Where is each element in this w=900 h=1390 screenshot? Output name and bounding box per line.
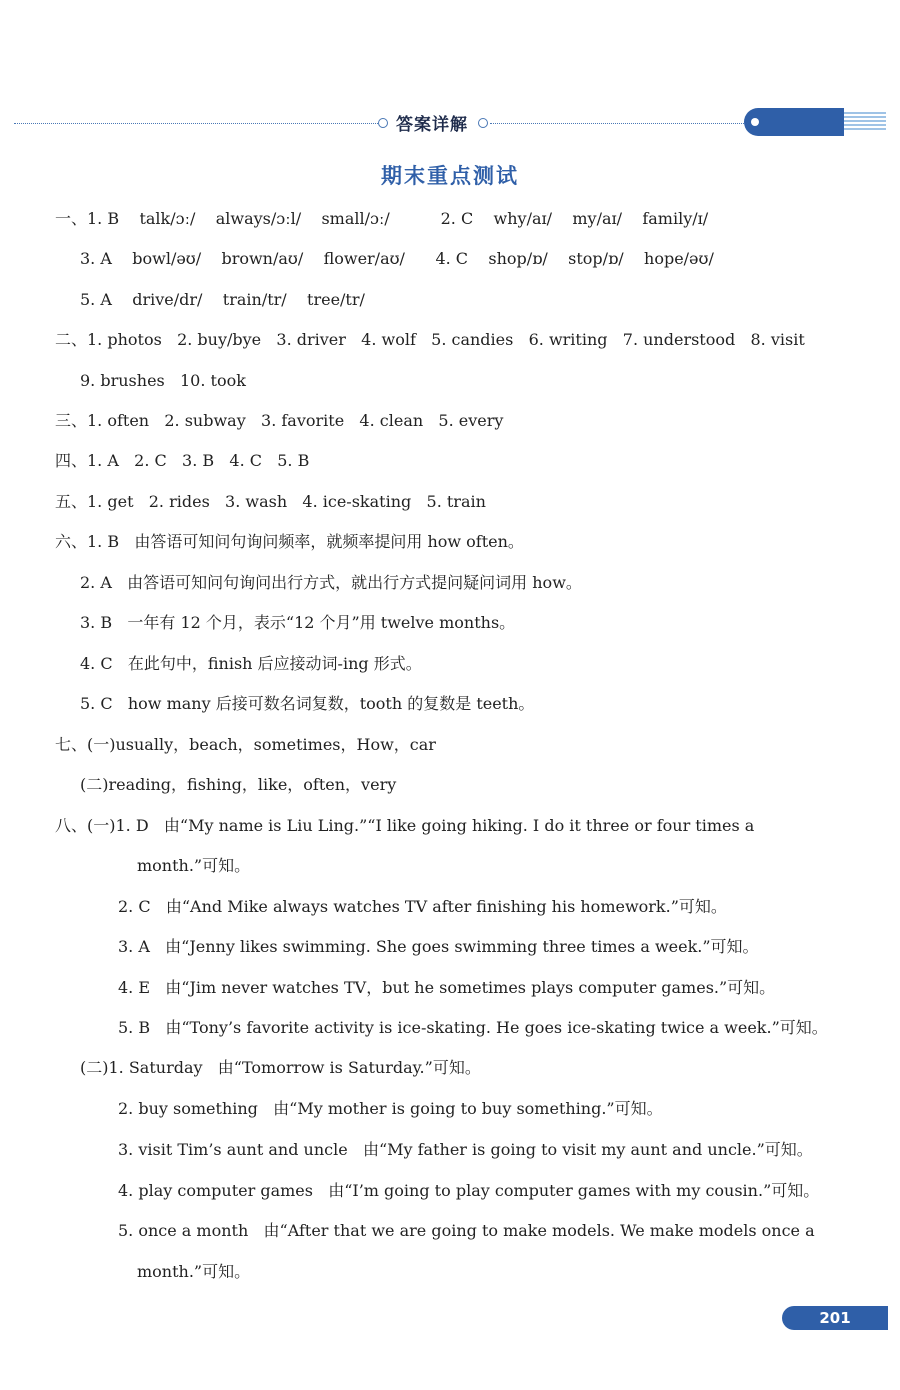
header-rule-left bbox=[14, 123, 384, 124]
answer-line: 3. A 由“Jenny likes swimming. She goes swimming three times a week.”可知。 bbox=[118, 937, 759, 956]
answer-line: month.”可知。 bbox=[137, 1262, 251, 1281]
section-header-label: 答案详解 bbox=[396, 115, 468, 135]
answer-line: 5. A drive/dr/ train/tr/ tree/tr/ bbox=[80, 290, 365, 309]
answer-line: 3. A bowl/əʊ/ brown/aʊ/ flower/aʊ/ 4. C shop/ɒ/ stop/ɒ/ hope/əʊ/ bbox=[80, 249, 714, 268]
answer-line: 5. C how many 后接可数名词复数，tooth 的复数是 teeth。 bbox=[80, 694, 535, 713]
header-stripes bbox=[844, 112, 886, 132]
header-dot-right bbox=[478, 118, 488, 128]
page-number: 201 bbox=[782, 1306, 888, 1330]
answer-line: 3. B 一年有 12 个月，表示“12 个月”用 twelve months。 bbox=[80, 613, 516, 632]
answer-line: month.”可知。 bbox=[137, 856, 251, 875]
answer-line: 2. A 由答语可知问句询问出行方式，就出行方式提问疑问词用 how。 bbox=[80, 573, 582, 592]
answer-line: 三、1. often 2. subway 3. favorite 4. clean 5. every bbox=[55, 411, 504, 430]
header-dot-left bbox=[378, 118, 388, 128]
answer-line: 3. visit Tim’s aunt and uncle 由“My father is going to visit my aunt and uncle.”可知。 bbox=[118, 1140, 813, 1159]
answer-line: (二)reading，fishing，like，often，very bbox=[80, 775, 397, 794]
answer-line: 9. brushes 10. took bbox=[80, 371, 246, 390]
page-title: 期末重点测试 bbox=[381, 164, 519, 188]
answer-line: 4. E 由“Jim never watches TV，but he sometimes plays computer games.”可知。 bbox=[118, 978, 776, 997]
answer-line: 七、(一)usually，beach，sometimes，How，car bbox=[55, 735, 436, 754]
answer-line: 5. once a month 由“After that we are going to make models. We make models once a bbox=[118, 1221, 815, 1240]
answer-line: 八、(一)1. D 由“My name is Liu Ling.”“I like going hiking. I do it three or four times a bbox=[55, 816, 755, 835]
answer-line: 六、1. B 由答语可知问句询问频率，就频率提问用 how often。 bbox=[55, 532, 524, 551]
answer-line: 2. C 由“And Mike always watches TV after finishing his homework.”可知。 bbox=[118, 897, 727, 916]
answer-line: 二、1. photos 2. buy/bye 3. driver 4. wolf 5. candies 6. writing 7. understood 8. visit bbox=[55, 330, 805, 349]
answer-line: 5. B 由“Tony’s favorite activity is ice-skating. He goes ice-skating twice a week.”可知。 bbox=[118, 1018, 828, 1037]
answer-line: 四、1. A 2. C 3. B 4. C 5. B bbox=[55, 451, 310, 470]
answer-line: 4. C 在此句中，finish 后应接动词-ing 形式。 bbox=[80, 654, 422, 673]
header-rule-right bbox=[490, 123, 750, 124]
answer-line: 4. play computer games 由“I’m going to play computer games with my cousin.”可知。 bbox=[118, 1181, 820, 1200]
answer-line: (二)1. Saturday 由“Tomorrow is Saturday.”可知。 bbox=[80, 1058, 481, 1077]
answer-line: 一、1. B talk/ɔː/ always/ɔːl/ small/ɔː/ 2. C why/aɪ/ my/aɪ/ family/ɪ/ bbox=[55, 209, 709, 228]
answer-line: 五、1. get 2. rides 3. wash 4. ice-skating 5. train bbox=[55, 492, 486, 511]
header-badge bbox=[744, 108, 844, 136]
answer-line: 2. buy something 由“My mother is going to buy something.”可知。 bbox=[118, 1099, 663, 1118]
